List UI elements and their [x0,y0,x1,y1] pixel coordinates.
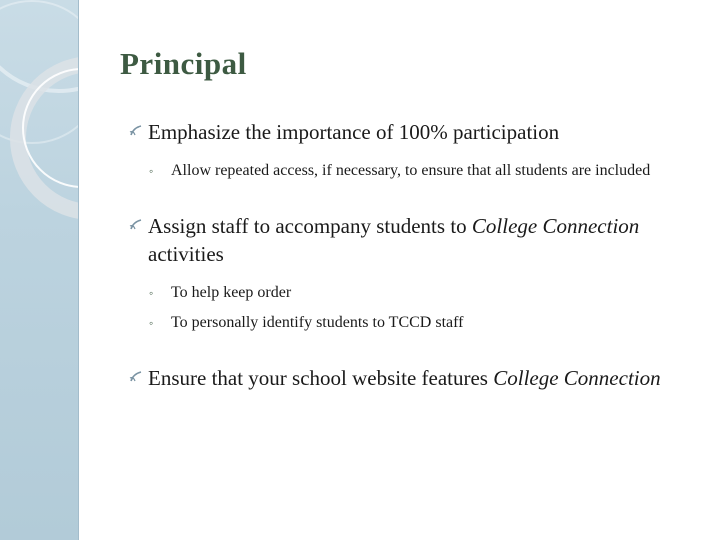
bullet-text: Emphasize the importance of 100% participation [148,120,560,144]
sub-bullet-text: Allow repeated access, if necessary, to ensure that all students are included [171,162,651,179]
bullet-text-emphasis: College Connection [471,214,640,238]
sub-bullet-marker-icon: ◦ [149,164,154,178]
bullet-text: Assign staff to accompany students to [148,214,472,238]
sub-bullet-marker-icon: ◦ [149,316,154,330]
bullet-text: activities [148,242,224,266]
sub-bullet-item [149,312,703,334]
sub-bullet-text: To personally identify students to TCCD staff [171,314,464,331]
bullet-item [128,118,703,146]
bullet-item [128,364,703,392]
slide-title: Principal [120,46,247,81]
bullet-text: Ensure that your school website features [148,366,494,390]
bullet-marker-icon [128,124,142,138]
decorative-sidebar [0,0,79,540]
bullet-marker-icon [128,370,142,384]
bullet-item [128,212,703,268]
slide-content [128,118,703,406]
sub-bullet-item [149,160,703,182]
sub-bullet-marker-icon: ◦ [149,286,154,300]
sub-bullet-item [149,282,703,304]
sub-bullet-text: To help keep order [171,284,292,301]
bullet-marker-icon [128,218,142,232]
bullet-text-emphasis: College Connection [493,366,661,390]
